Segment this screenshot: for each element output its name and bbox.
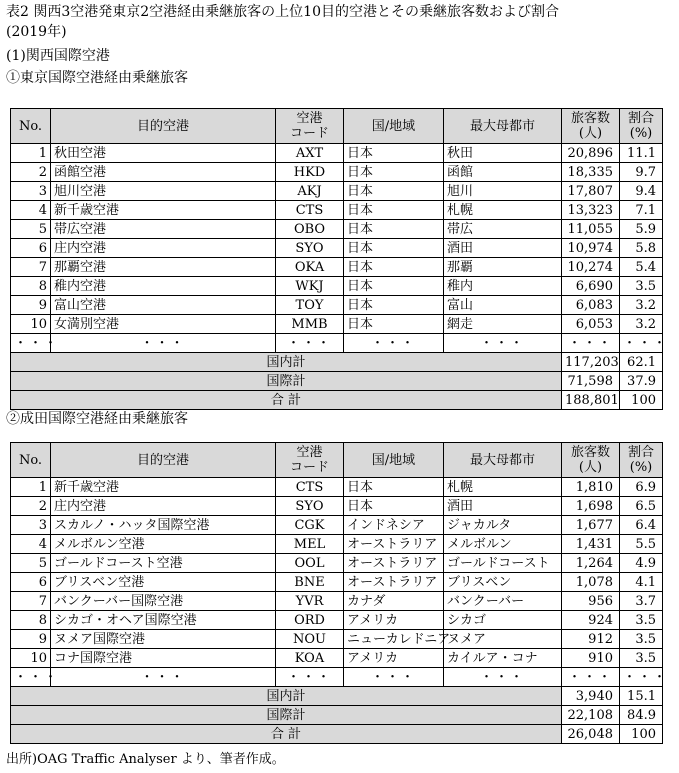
total-passengers: 117,203 bbox=[562, 353, 620, 372]
cell-country: 日本 bbox=[344, 182, 444, 201]
header-passengers-line1: 旅客数 bbox=[570, 445, 610, 460]
ellipsis-row bbox=[11, 334, 663, 353]
cell-city: 函館 bbox=[444, 163, 562, 182]
cell-airport-code: CTS bbox=[276, 201, 344, 220]
cell-share: 6.9 bbox=[620, 478, 663, 497]
total-label: 国際計 bbox=[11, 706, 562, 725]
cell-country: 日本 bbox=[344, 258, 444, 277]
cell-airport-code: YVR bbox=[276, 592, 344, 611]
cell-no: 9 bbox=[11, 296, 51, 315]
cell-passengers: 1,677 bbox=[562, 516, 620, 535]
cell-no: 7 bbox=[11, 258, 51, 277]
cell-passengers: 10,274 bbox=[562, 258, 620, 277]
header-share bbox=[620, 109, 663, 144]
cell-country: 日本 bbox=[344, 239, 444, 258]
cell-share: 5.8 bbox=[620, 239, 663, 258]
header-airport-code-line2: コード bbox=[289, 460, 329, 475]
cell-no: 8 bbox=[11, 277, 51, 296]
total-row bbox=[11, 725, 663, 744]
cell-share: 4.1 bbox=[620, 573, 663, 592]
header-country: 国/地域 bbox=[344, 109, 444, 144]
cell-no: 10 bbox=[11, 649, 51, 668]
header-airport-code bbox=[276, 443, 344, 478]
ellipsis-cell: ・・・ bbox=[562, 334, 620, 353]
cell-city: 富山 bbox=[444, 296, 562, 315]
cell-airport-code: MMB bbox=[276, 315, 344, 334]
header-share-line1: 割合 bbox=[627, 111, 654, 126]
header-destination: 目的空港 bbox=[51, 109, 276, 144]
cell-passengers: 13,323 bbox=[562, 201, 620, 220]
cell-passengers: 912 bbox=[562, 630, 620, 649]
total-passengers: 22,108 bbox=[562, 706, 620, 725]
total-label: 国内計 bbox=[11, 687, 562, 706]
table-row bbox=[11, 182, 663, 201]
cell-city: 酒田 bbox=[444, 239, 562, 258]
total-label: 合 計 bbox=[11, 725, 562, 744]
cell-city: 稚内 bbox=[444, 277, 562, 296]
cell-airport-code: NOU bbox=[276, 630, 344, 649]
cell-passengers: 11,055 bbox=[562, 220, 620, 239]
cell-passengers: 20,896 bbox=[562, 144, 620, 163]
ellipsis-cell: ・・・ bbox=[562, 668, 620, 687]
cell-destination: 庄内空港 bbox=[51, 497, 276, 516]
cell-no: 10 bbox=[11, 315, 51, 334]
header-no: No. bbox=[11, 443, 51, 478]
total-label: 国際計 bbox=[11, 372, 562, 391]
header-passengers-line2: (人) bbox=[578, 126, 603, 141]
ellipsis-cell: ・・・ bbox=[344, 334, 444, 353]
cell-no: 5 bbox=[11, 554, 51, 573]
cell-country: アメリカ bbox=[344, 611, 444, 630]
cell-share: 5.4 bbox=[620, 258, 663, 277]
cell-destination: 新千歳空港 bbox=[51, 478, 276, 497]
cell-passengers: 18,335 bbox=[562, 163, 620, 182]
table1-title: ①東京国際空港経由乗継旅客 bbox=[6, 70, 188, 86]
cell-no: 2 bbox=[11, 497, 51, 516]
cell-destination: ヌメア国際空港 bbox=[51, 630, 276, 649]
cell-share: 6.4 bbox=[620, 516, 663, 535]
cell-country: 日本 bbox=[344, 220, 444, 239]
cell-country: 日本 bbox=[344, 478, 444, 497]
table-row bbox=[11, 573, 663, 592]
cell-airport-code: CGK bbox=[276, 516, 344, 535]
table-row bbox=[11, 144, 663, 163]
cell-airport-code: AKJ bbox=[276, 182, 344, 201]
cell-destination: コナ国際空港 bbox=[51, 649, 276, 668]
cell-country: 日本 bbox=[344, 201, 444, 220]
cell-country: 日本 bbox=[344, 144, 444, 163]
cell-passengers: 17,807 bbox=[562, 182, 620, 201]
cell-country: 日本 bbox=[344, 497, 444, 516]
table-row bbox=[11, 296, 663, 315]
ellipsis-cell: ・・・ bbox=[51, 334, 276, 353]
table-row bbox=[11, 315, 663, 334]
total-share: 100 bbox=[620, 725, 663, 744]
header-city: 最大母都市 bbox=[444, 109, 562, 144]
cell-country: インドネシア bbox=[344, 516, 444, 535]
cell-destination: 稚内空港 bbox=[51, 277, 276, 296]
total-share: 100 bbox=[620, 391, 663, 410]
total-label: 国内計 bbox=[11, 353, 562, 372]
cell-city: 酒田 bbox=[444, 497, 562, 516]
source-note: 出所)OAG Traffic Analyser より、筆者作成。 bbox=[6, 752, 285, 767]
header-no: No. bbox=[11, 109, 51, 144]
cell-no: 7 bbox=[11, 592, 51, 611]
cell-city: ヌメア bbox=[444, 630, 562, 649]
total-share: 62.1 bbox=[620, 353, 663, 372]
cell-country: 日本 bbox=[344, 315, 444, 334]
table2-title: ②成田国際空港経由乗継旅客 bbox=[6, 411, 188, 427]
cell-passengers: 6,083 bbox=[562, 296, 620, 315]
header-airport-code bbox=[276, 109, 344, 144]
cell-no: 9 bbox=[11, 630, 51, 649]
cell-no: 6 bbox=[11, 239, 51, 258]
header-passengers bbox=[562, 109, 620, 144]
cell-no: 2 bbox=[11, 163, 51, 182]
cell-passengers: 10,974 bbox=[562, 239, 620, 258]
cell-share: 5.9 bbox=[620, 220, 663, 239]
cell-country: オーストラリア bbox=[344, 535, 444, 554]
header-share-line2: (%) bbox=[629, 460, 653, 475]
total-label: 合 計 bbox=[11, 391, 562, 410]
table-row bbox=[11, 535, 663, 554]
cell-passengers: 1,698 bbox=[562, 497, 620, 516]
header-airport-code-line1: 空港 bbox=[296, 111, 323, 126]
cell-airport-code: OBO bbox=[276, 220, 344, 239]
total-passengers: 188,801 bbox=[562, 391, 620, 410]
cell-country: カナダ bbox=[344, 592, 444, 611]
total-share: 37.9 bbox=[620, 372, 663, 391]
table-row bbox=[11, 611, 663, 630]
ellipsis-cell: ・・・ bbox=[444, 334, 562, 353]
table-row bbox=[11, 478, 663, 497]
cell-destination: 女満別空港 bbox=[51, 315, 276, 334]
table-caption: 表2 関西3空港発東京2空港経由乗継旅客の上位10目的空港とその乗継旅客数および割合 bbox=[6, 4, 559, 20]
cell-destination: 那覇空港 bbox=[51, 258, 276, 277]
total-passengers: 26,048 bbox=[562, 725, 620, 744]
cell-city: 帯広 bbox=[444, 220, 562, 239]
table-row bbox=[11, 516, 663, 535]
cell-airport-code: OOL bbox=[276, 554, 344, 573]
header-airport-code-line1: 空港 bbox=[296, 445, 323, 460]
cell-airport-code: ORD bbox=[276, 611, 344, 630]
cell-no: 6 bbox=[11, 573, 51, 592]
cell-passengers: 910 bbox=[562, 649, 620, 668]
ellipsis-row bbox=[11, 668, 663, 687]
cell-destination: 富山空港 bbox=[51, 296, 276, 315]
cell-passengers: 1,810 bbox=[562, 478, 620, 497]
cell-no: 1 bbox=[11, 478, 51, 497]
ellipsis-cell: ・・・ bbox=[444, 668, 562, 687]
cell-destination: バンクーバー国際空港 bbox=[51, 592, 276, 611]
cell-share: 9.4 bbox=[620, 182, 663, 201]
total-row bbox=[11, 391, 663, 410]
cell-destination: スカルノ・ハッタ国際空港 bbox=[51, 516, 276, 535]
cell-airport-code: WKJ bbox=[276, 277, 344, 296]
cell-destination: シカゴ・オヘア国際空港 bbox=[51, 611, 276, 630]
cell-share: 3.2 bbox=[620, 315, 663, 334]
total-share: 84.9 bbox=[620, 706, 663, 725]
cell-country: オーストラリア bbox=[344, 554, 444, 573]
table-row bbox=[11, 258, 663, 277]
cell-destination: 函館空港 bbox=[51, 163, 276, 182]
cell-no: 4 bbox=[11, 201, 51, 220]
cell-passengers: 6,690 bbox=[562, 277, 620, 296]
cell-passengers: 924 bbox=[562, 611, 620, 630]
cell-city: 札幌 bbox=[444, 201, 562, 220]
ellipsis-cell: ・・・ bbox=[276, 334, 344, 353]
cell-city: ブリスベン bbox=[444, 573, 562, 592]
cell-airport-code: SYO bbox=[276, 497, 344, 516]
cell-destination: 秋田空港 bbox=[51, 144, 276, 163]
ellipsis-cell: ・・・ bbox=[11, 668, 51, 687]
cell-country: オーストラリア bbox=[344, 573, 444, 592]
ellipsis-cell: ・・・ bbox=[276, 668, 344, 687]
header-passengers-line1: 旅客数 bbox=[570, 111, 610, 126]
cell-passengers: 1,078 bbox=[562, 573, 620, 592]
cell-destination: ブリスベン空港 bbox=[51, 573, 276, 592]
cell-city: 那覇 bbox=[444, 258, 562, 277]
header-share bbox=[620, 443, 663, 478]
cell-share: 7.1 bbox=[620, 201, 663, 220]
total-row bbox=[11, 372, 663, 391]
cell-country: 日本 bbox=[344, 296, 444, 315]
haneda-transfer-table bbox=[10, 108, 669, 410]
header-country: 国/地域 bbox=[344, 443, 444, 478]
section-heading: (1)関西国際空港 bbox=[6, 48, 110, 64]
cell-airport-code: CTS bbox=[276, 478, 344, 497]
total-passengers: 3,940 bbox=[562, 687, 620, 706]
cell-share: 3.5 bbox=[620, 649, 663, 668]
header-airport-code-line2: コード bbox=[289, 126, 329, 141]
cell-passengers: 956 bbox=[562, 592, 620, 611]
cell-country: 日本 bbox=[344, 163, 444, 182]
header-passengers-line2: (人) bbox=[578, 460, 603, 475]
cell-airport-code: OKA bbox=[276, 258, 344, 277]
cell-no: 1 bbox=[11, 144, 51, 163]
total-row bbox=[11, 706, 663, 725]
ellipsis-cell: ・・・ bbox=[11, 334, 51, 353]
cell-country: 日本 bbox=[344, 277, 444, 296]
header-share-line2: (%) bbox=[629, 126, 653, 141]
table-row bbox=[11, 554, 663, 573]
cell-airport-code: TOY bbox=[276, 296, 344, 315]
table-row bbox=[11, 201, 663, 220]
table-row bbox=[11, 649, 663, 668]
total-share: 15.1 bbox=[620, 687, 663, 706]
cell-airport-code: SYO bbox=[276, 239, 344, 258]
table-row bbox=[11, 630, 663, 649]
header-city: 最大母都市 bbox=[444, 443, 562, 478]
cell-no: 3 bbox=[11, 182, 51, 201]
cell-share: 6.5 bbox=[620, 497, 663, 516]
cell-city: カイルア・コナ bbox=[444, 649, 562, 668]
cell-destination: 帯広空港 bbox=[51, 220, 276, 239]
cell-share: 9.7 bbox=[620, 163, 663, 182]
cell-share: 3.7 bbox=[620, 592, 663, 611]
cell-city: ゴールドコースト bbox=[444, 554, 562, 573]
table-row bbox=[11, 592, 663, 611]
header-passengers bbox=[562, 443, 620, 478]
header-destination: 目的空港 bbox=[51, 443, 276, 478]
cell-share: 3.2 bbox=[620, 296, 663, 315]
cell-country: アメリカ bbox=[344, 649, 444, 668]
cell-no: 8 bbox=[11, 611, 51, 630]
ellipsis-cell: ・・・ bbox=[344, 668, 444, 687]
header-share-line1: 割合 bbox=[627, 445, 654, 460]
cell-airport-code: KOA bbox=[276, 649, 344, 668]
table-row bbox=[11, 497, 663, 516]
cell-destination: メルボルン空港 bbox=[51, 535, 276, 554]
cell-airport-code: MEL bbox=[276, 535, 344, 554]
cell-destination: ゴールドコースト空港 bbox=[51, 554, 276, 573]
cell-no: 5 bbox=[11, 220, 51, 239]
cell-city: メルボルン bbox=[444, 535, 562, 554]
table-row bbox=[11, 220, 663, 239]
cell-airport-code: HKD bbox=[276, 163, 344, 182]
cell-share: 3.5 bbox=[620, 630, 663, 649]
cell-city: 札幌 bbox=[444, 478, 562, 497]
cell-city: ジャカルタ bbox=[444, 516, 562, 535]
cell-city: 網走 bbox=[444, 315, 562, 334]
cell-city: 旭川 bbox=[444, 182, 562, 201]
cell-passengers: 1,264 bbox=[562, 554, 620, 573]
cell-no: 4 bbox=[11, 535, 51, 554]
total-passengers: 71,598 bbox=[562, 372, 620, 391]
cell-destination: 庄内空港 bbox=[51, 239, 276, 258]
table-row bbox=[11, 239, 663, 258]
cell-city: バンクーバー bbox=[444, 592, 562, 611]
ellipsis-cell: ・・・ bbox=[620, 334, 663, 353]
table-caption-year: (2019年) bbox=[6, 24, 67, 40]
cell-airport-code: AXT bbox=[276, 144, 344, 163]
cell-destination: 新千歳空港 bbox=[51, 201, 276, 220]
cell-passengers: 6,053 bbox=[562, 315, 620, 334]
cell-country: ニューカレドニア bbox=[344, 630, 444, 649]
cell-airport-code: BNE bbox=[276, 573, 344, 592]
cell-share: 3.5 bbox=[620, 277, 663, 296]
cell-no: 3 bbox=[11, 516, 51, 535]
cell-destination: 旭川空港 bbox=[51, 182, 276, 201]
total-row bbox=[11, 353, 663, 372]
cell-share: 4.9 bbox=[620, 554, 663, 573]
cell-share: 11.1 bbox=[620, 144, 663, 163]
cell-share: 5.5 bbox=[620, 535, 663, 554]
narita-transfer-table bbox=[10, 442, 669, 744]
table-row bbox=[11, 163, 663, 182]
table-row bbox=[11, 277, 663, 296]
cell-share: 3.5 bbox=[620, 611, 663, 630]
ellipsis-cell: ・・・ bbox=[620, 668, 663, 687]
cell-city: シカゴ bbox=[444, 611, 562, 630]
cell-city: 秋田 bbox=[444, 144, 562, 163]
cell-passengers: 1,431 bbox=[562, 535, 620, 554]
ellipsis-cell: ・・・ bbox=[51, 668, 276, 687]
total-row bbox=[11, 687, 663, 706]
